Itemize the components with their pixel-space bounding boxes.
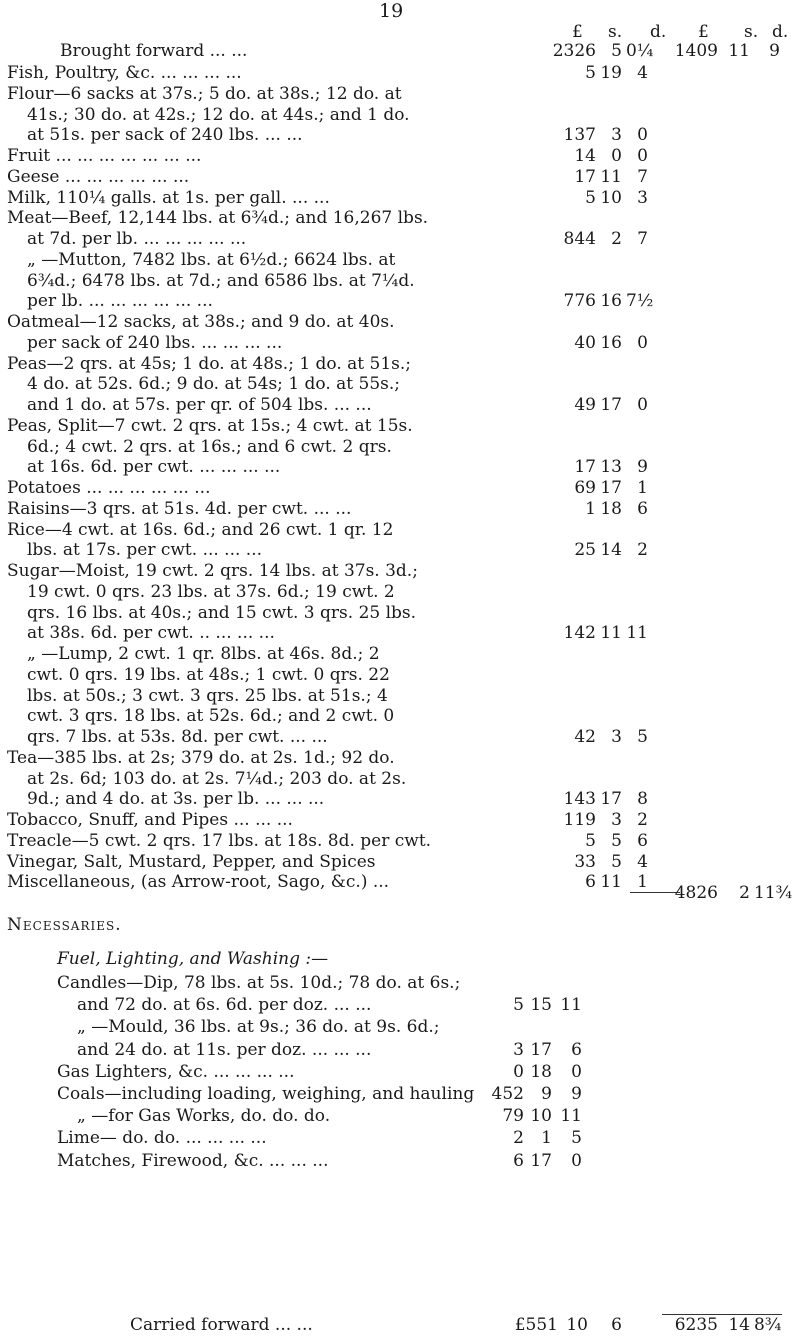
ledger-line: [0, 187, 801, 210]
ledger-amount-pounds: 142: [563, 623, 596, 644]
ledger-amount-pence: 3: [637, 187, 648, 208]
ledger-amount-pounds: 14: [574, 146, 596, 166]
ledger-amount-shillings: 2: [611, 229, 622, 249]
col-header-shillings-2: s.: [744, 22, 759, 42]
ledger-amount-pence: 7: [637, 166, 648, 187]
subtotal-shillings: 2: [739, 883, 750, 903]
ledger-amount-shillings: 10: [600, 187, 622, 208]
ledger-line: [0, 477, 801, 500]
ledger-amount-shillings: 17: [600, 789, 622, 810]
ledger-amount-pence: 0: [571, 1150, 582, 1171]
ledger-amount-shillings: 10: [530, 1106, 552, 1127]
ledger-amount-shillings: 17: [530, 1039, 552, 1060]
ledger-amount-pence: 0: [637, 332, 648, 353]
ledger-line-text: per lb. ... ... ... ... ... ...: [27, 291, 213, 312]
ledger-line: [0, 166, 801, 189]
ledger-line-text: per sack of 240 lbs. ... ... ... ...: [27, 332, 283, 353]
ledger-amount-pounds: 844: [563, 229, 596, 249]
ledger-amount-pence: 0: [637, 125, 648, 146]
ledger-line: [0, 394, 801, 417]
ledger-amount-pence: 4: [637, 851, 648, 872]
ledger-line: [0, 83, 801, 106]
ledger-line: [0, 768, 801, 791]
ledger-line: [0, 62, 801, 85]
ledger-line-text: Candles—Dip, 78 lbs. at 5s. 10d.; 78 do. at 6s.;: [57, 973, 461, 993]
ledger-line-text: Sugar—Moist, 19 cwt. 2 qrs. 14 lbs. at 37s. 3d.;: [7, 561, 418, 581]
ledger-amount-pounds: 3: [513, 1039, 524, 1060]
ledger-amount-shillings: 13: [600, 457, 622, 478]
subtotal-pence: 11¾: [754, 883, 793, 903]
ledger-amount-pounds: 17: [574, 166, 596, 187]
ledger-amount-shillings: 5: [611, 830, 622, 851]
ledger-amount-shillings: 5: [611, 851, 622, 872]
ledger-amount-shillings: 17: [600, 395, 622, 415]
ledger-amount-pounds: 776: [563, 291, 596, 312]
ledger-line: [0, 747, 801, 770]
ledger-line-text: Matches, Firewood, &c. ... ... ...: [57, 1150, 329, 1171]
ledger-line-text: Vinegar, Salt, Mustard, Pepper, and Spices: [7, 851, 376, 872]
ledger-line-text: Potatoes ... ... ... ... ... ...: [7, 478, 211, 498]
ledger-amount-pounds: 33: [574, 851, 596, 872]
ledger-amount-pounds: 452: [491, 1084, 524, 1104]
ledger-line: [0, 788, 801, 811]
ledger-amount-shillings: 14: [600, 540, 622, 561]
ledger-line: [0, 1083, 801, 1106]
ledger-amount-pounds: 5: [513, 995, 524, 1016]
carried-forward-row: [0, 1314, 801, 1337]
ledger-line: [0, 270, 801, 293]
ledger-line: [0, 685, 801, 708]
ledger-line-text: at 2s. 6d; 103 do. at 2s. 7¼d.; 203 do. at 2s.: [27, 768, 407, 789]
ledger-amount-pence: 1: [637, 478, 648, 498]
ledger-line: [0, 622, 801, 645]
ledger-line: [0, 290, 801, 313]
ledger-line: [0, 373, 801, 396]
ledger-amount-pounds: 119: [563, 810, 596, 830]
ledger-amount-shillings: 11: [600, 166, 622, 187]
ledger-line: [0, 851, 801, 874]
brought-forward-label: Brought forward ... ...: [60, 41, 248, 61]
ledger-amount-shillings: 1: [541, 1128, 552, 1149]
ledger-line-text: Rice—4 cwt. at 16s. 6d.; and 26 cwt. 1 qr. 12: [7, 519, 394, 540]
fuel-heading: Fuel, Lighting, and Washing :—: [57, 949, 329, 969]
ledger-amount-pence: 9: [637, 457, 648, 478]
ledger-line-text: Miscellaneous, (as Arrow-root, Sago, &c.) ...: [7, 872, 390, 893]
ledger-amount-shillings: 3: [611, 125, 622, 146]
ledger-amount-shillings: 17: [530, 1150, 552, 1171]
ledger-line-text: and 24 do. at 11s. per doz. ... ... ...: [77, 1039, 372, 1060]
ledger-line: [0, 809, 801, 832]
ledger-line-text: 19 cwt. 0 qrs. 23 lbs. at 37s. 6d.; 19 cwt. 2: [27, 581, 395, 602]
ledger-line: [0, 1061, 801, 1084]
ledger-line-text: qrs. 7 lbs. at 53s. 8d. per cwt. ... ...: [27, 727, 328, 747]
ledger-amount-pounds: 0: [513, 1061, 524, 1082]
ledger-amount-pounds: 6: [513, 1150, 524, 1171]
ledger-line: [0, 1105, 801, 1128]
ledger-line-text: at 38s. 6d. per cwt. .. ... ... ...: [27, 623, 275, 644]
ledger-line: [0, 1127, 801, 1150]
page-number: 19: [379, 0, 404, 22]
ledger-line-text: Peas—2 qrs. at 45s; 1 do. at 48s.; 1 do. at 51s.;: [7, 353, 412, 374]
carried-forward-label: Carried forward ... ...: [130, 1315, 313, 1335]
brought-pounds: 2326: [552, 41, 596, 61]
ledger-line-text: Fruit ... ... ... ... ... ... ...: [7, 146, 202, 166]
col-header-pounds-2: £: [698, 22, 709, 42]
ledger-amount-shillings: 17: [600, 478, 622, 498]
ledger-line: [0, 228, 801, 251]
ledger-amount-shillings: 3: [611, 810, 622, 830]
ledger-line-text: at 51s. per sack of 240 lbs. ... ...: [27, 125, 303, 146]
col-header-pounds-1: £: [572, 22, 583, 42]
ledger-line: [0, 1150, 801, 1173]
ledger-line-text: qrs. 16 lbs. at 40s.; and 15 cwt. 3 qrs. 25 lbs.: [27, 602, 417, 623]
ledger-line-text: Meat—Beef, 12,144 lbs. at 6¾d.; and 16,267 lbs.: [7, 208, 429, 229]
ledger-line-text: 9d.; and 4 do. at 3s. per lb. ... ... ...: [27, 789, 325, 810]
ledger-amount-pence: 2: [637, 810, 648, 830]
ledger-line: [0, 994, 801, 1017]
ledger-amount-pounds: 79: [502, 1106, 524, 1127]
ledger-line: [0, 207, 801, 230]
brought-pence: 0¼: [626, 41, 654, 61]
ledger-line: [0, 705, 801, 728]
ledger-amount-pounds: 42: [574, 727, 596, 747]
ledger-amount-pence: 7: [637, 229, 648, 249]
ledger-line-text: and 1 do. at 57s. per qr. of 504 lbs. ... ...: [27, 395, 372, 415]
subtotal-row: [0, 882, 801, 905]
ledger-amount-shillings: 3: [611, 727, 622, 747]
col-header-pence-2: d.: [772, 22, 789, 42]
ledger-amount-shillings: 18: [600, 498, 622, 519]
ledger-amount-pence: 0: [637, 146, 648, 166]
brought-total-pence: 9: [769, 41, 780, 61]
ledger-line: [0, 436, 801, 459]
carried-total-pounds: 6235: [674, 1315, 718, 1335]
subtotal-pounds: 4826: [674, 883, 718, 903]
ledger-amount-pounds: 69: [574, 478, 596, 498]
ledger-amount-pence: 8: [637, 789, 648, 810]
brought-total-pounds: 1409: [674, 41, 718, 61]
ledger-line-text: „ —for Gas Works, do. do. do.: [77, 1106, 331, 1127]
ledger-line: [0, 104, 801, 127]
ledger-line-text: Tea—385 lbs. at 2s; 379 do. at 2s. 1d.; 92 do.: [7, 747, 395, 768]
ledger-amount-pounds: 143: [563, 789, 596, 810]
ledger-amount-pounds: 2: [513, 1128, 524, 1149]
ledger-amount-pence: 5: [637, 727, 648, 747]
ledger-line-text: 41s.; 30 do. at 42s.; 12 do. at 44s.; and 1 do.: [27, 104, 410, 125]
ledger-line-text: „ —Lump, 2 cwt. 1 qr. 8lbs. at 46s. 8d.; 2: [27, 644, 380, 664]
ledger-line: [0, 145, 801, 168]
ledger-amount-pounds: 49: [574, 395, 596, 415]
necessaries-heading: Necessaries.: [7, 915, 122, 935]
ledger-line-text: 6¾d.; 6478 lbs. at 7d.; and 6586 lbs. at 7¼d.: [27, 270, 415, 291]
ledger-line-text: Fish, Poultry, &c. ... ... ... ...: [7, 63, 242, 83]
ledger-amount-pence: 6: [637, 498, 648, 519]
ledger-amount-pence: 1: [637, 872, 648, 893]
ledger-amount-pounds: 6: [585, 872, 596, 893]
ledger-amount-pounds: 17: [574, 457, 596, 478]
necessaries-heading-row: [0, 914, 801, 937]
ledger-line: [0, 560, 801, 583]
ledger-line-text: 4 do. at 52s. 6d.; 9 do. at 54s; 1 do. at 55s.;: [27, 374, 401, 395]
ledger-line: [0, 972, 801, 995]
ledger-line-text: Peas, Split—7 cwt. 2 qrs. at 15s.; 4 cwt. at 15s.: [7, 415, 413, 436]
ledger-amount-pence: 9: [571, 1084, 582, 1104]
ledger-line: [0, 830, 801, 853]
fuel-heading-row: [0, 948, 801, 971]
ledger-amount-pence: 6: [571, 1039, 582, 1060]
ledger-line: [0, 456, 801, 479]
brought-forward-row: [0, 40, 801, 63]
ledger-amount-pence: 0: [571, 1061, 582, 1082]
ledger-line: [0, 643, 801, 666]
ledger-line: [0, 581, 801, 604]
ledger-line: [0, 311, 801, 334]
ledger-amount-pounds: 40: [574, 332, 596, 353]
ledger-amount-pounds: 1: [585, 498, 596, 519]
col-header-shillings-1: s.: [608, 22, 623, 42]
ledger-amount-shillings: 15: [530, 995, 552, 1016]
ledger-line: [0, 353, 801, 376]
ledger-amount-shillings: 11: [600, 623, 622, 644]
ledger-line-text: Tobacco, Snuff, and Pipes ... ... ...: [7, 810, 293, 830]
ledger-line-text: 6d.; 4 cwt. 2 qrs. at 16s.; and 6 cwt. 2 qrs.: [27, 436, 392, 457]
ledger-amount-shillings: 19: [600, 63, 622, 83]
ledger-amount-pence: 11: [626, 623, 648, 644]
ledger-amount-pence: 11: [560, 1106, 582, 1127]
ledger-amount-shillings: 16: [600, 291, 622, 312]
ledger-line-text: lbs. at 50s.; 3 cwt. 3 qrs. 25 lbs. at 51s.; 4: [27, 685, 388, 706]
ledger-line-text: lbs. at 17s. per cwt. ... ... ...: [27, 540, 263, 561]
ledger-line: [0, 539, 801, 562]
ledger-line: [0, 124, 801, 147]
ledger-line-text: Oatmeal—12 sacks, at 38s.; and 9 do. at 40s.: [7, 312, 395, 332]
ledger-amount-pence: 5: [571, 1128, 582, 1149]
carried-total-shillings: 14: [728, 1315, 750, 1335]
ledger-amount-pence: 7½: [626, 291, 654, 312]
carried-pounds: £551: [514, 1315, 558, 1335]
ledger-line-text: and 72 do. at 6s. 6d. per doz. ... ...: [77, 995, 372, 1016]
ledger-line: [0, 498, 801, 521]
brought-total-shillings: 11: [728, 41, 750, 61]
ledger-line-text: Gas Lighters, &c. ... ... ... ...: [57, 1061, 295, 1082]
ledger-line-text: Treacle—5 cwt. 2 qrs. 17 lbs. at 18s. 8d. per cwt.: [7, 830, 432, 851]
ledger-line: [0, 249, 801, 272]
ledger-line: [0, 332, 801, 355]
ledger-amount-pence: 2: [637, 540, 648, 561]
ledger-amount-pence: 11: [560, 995, 582, 1016]
ledger-line-text: Coals—including loading, weighing, and hauling: [57, 1084, 475, 1104]
ledger-line-text: cwt. 3 qrs. 18 lbs. at 52s. 6d.; and 2 cwt. 0: [27, 706, 395, 727]
ledger-amount-shillings: 0: [611, 146, 622, 166]
ledger-line: [0, 664, 801, 687]
ledger-amount-shillings: 18: [530, 1061, 552, 1082]
ledger-amount-pounds: 5: [585, 63, 596, 83]
ledger-amount-pounds: 5: [585, 187, 596, 208]
ledger-amount-pounds: 25: [574, 540, 596, 561]
ledger-line: [0, 1016, 801, 1039]
brought-shillings: 5: [611, 41, 622, 61]
ledger-amount-pounds: 137: [563, 125, 596, 146]
ledger-line-text: at 16s. 6d. per cwt. ... ... ... ...: [27, 457, 281, 478]
ledger-line-text: Raisins—3 qrs. at 51s. 4d. per cwt. ... ...: [7, 498, 352, 519]
ledger-line: [0, 726, 801, 749]
carried-pence: 6: [611, 1315, 622, 1335]
ledger-amount-shillings: 16: [600, 332, 622, 353]
ledger-line-text: at 7d. per lb. ... ... ... ... ...: [27, 229, 247, 249]
ledger-amount-pence: 6: [637, 830, 648, 851]
ledger-amount-shillings: 11: [600, 872, 622, 893]
ledger-line: [0, 1039, 801, 1062]
ledger-amount-pence: 0: [637, 395, 648, 415]
ledger-line-text: cwt. 0 qrs. 19 lbs. at 48s.; 1 cwt. 0 qrs. 22: [27, 664, 390, 685]
ledger-amount-pounds: 5: [585, 830, 596, 851]
ledger-amount-shillings: 9: [541, 1084, 552, 1104]
ledger-line: [0, 415, 801, 438]
ledger-line-text: Lime— do. do. ... ... ... ...: [57, 1128, 267, 1149]
ledger-line: [0, 519, 801, 542]
col-header-pence-1: d.: [650, 22, 667, 42]
ledger-line-text: „ —Mutton, 7482 lbs. at 6½d.; 6624 lbs. at: [27, 249, 396, 270]
ledger-line-text: Geese ... ... ... ... ... ...: [7, 166, 190, 187]
ledger-line-text: Flour—6 sacks at 37s.; 5 do. at 38s.; 12 do. at: [7, 83, 402, 104]
ledger-line-text: „ —Mould, 36 lbs. at 9s.; 36 do. at 9s. 6d.;: [77, 1017, 440, 1038]
carried-shillings: 10: [566, 1315, 588, 1335]
ledger-amount-pence: 4: [637, 63, 648, 83]
ledger-line-text: Milk, 110¼ galls. at 1s. per gall. ... ...: [7, 187, 330, 208]
ledger-line: [0, 602, 801, 625]
carried-total-pence: 8¾: [754, 1315, 782, 1335]
